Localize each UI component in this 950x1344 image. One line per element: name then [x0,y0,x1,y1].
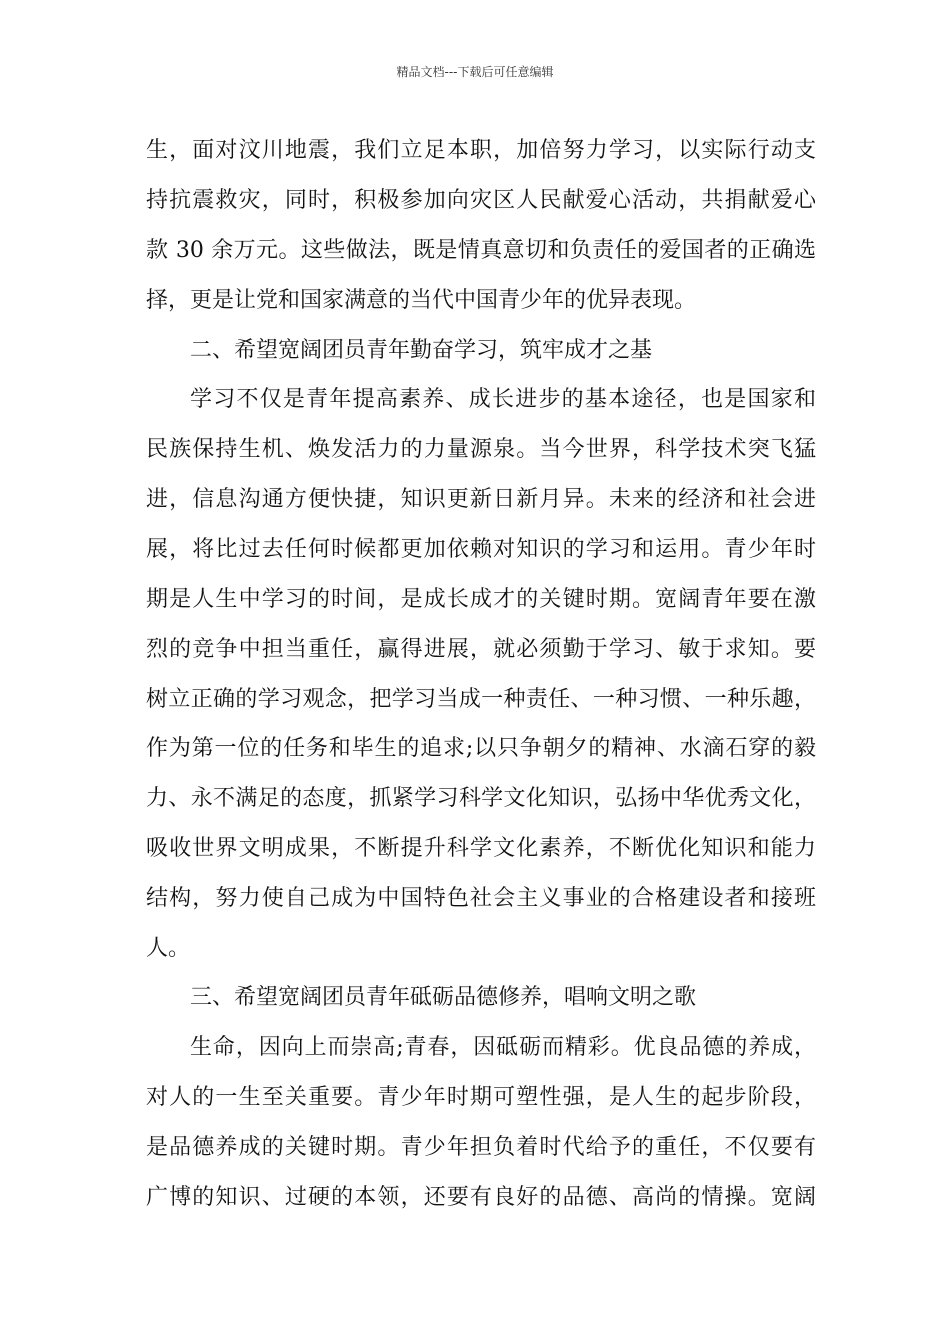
text-line: 树立正确的学习观念，把学习当成一种责任、一种习惯、一种乐趣， [146,687,816,712]
text-line: 生，面对汶川地震，我们立足本职，加倍努力学习，以实际行动支 [146,138,816,163]
text-line: 是品德养成的关键时期。青少年担负着时代给予的重任，不仅要有 [146,1135,816,1160]
text-line: 持抗震救灾，同时，积极参加向灾区人民献爱心活动，共捐献爱心 [146,188,816,213]
text-line: 民族保持生机、焕发活力的力量源泉。当今世界，科学技术突飞猛 [146,437,816,462]
section-heading: 三、希望宽阔团员青年砥砺品德修养，唱响文明之歌 [190,985,697,1010]
text-line: 烈的竞争中担当重任，赢得进展，就必须勤于学习、敏于求知。要 [146,637,816,662]
text-line: 广博的知识、过硬的本领，还要有良好的品德、高尚的情操。宽阔 [146,1185,816,1210]
text-line: 生命，因向上而崇高;青春，因砥砺而精彩。优良品德的养成， [190,1035,816,1060]
page-header: 精品文档---下载后可任意编辑 [396,65,554,79]
text-line: 学习不仅是青年提高素养、成长进步的基本途径，也是国家和 [190,387,816,412]
text-line: 对人的一生至关重要。青少年时期可塑性强，是人生的起步阶段， [146,1085,816,1110]
text-line: 人。 [146,936,191,961]
text-line: 进，信息沟通方便快捷，知识更新日新月异。未来的经济和社会进 [146,487,816,512]
section-heading: 二、希望宽阔团员青年勤奋学习，筑牢成才之基 [190,338,653,363]
text-line: 择，更是让党和国家满意的当代中国青少年的优异表现。 [146,288,697,313]
text-line: 力、永不满足的态度，抓紧学习科学文化知识，弘扬中华优秀文化， [146,786,816,811]
text-line: 款 30 余万元。这些做法，既是情真意切和负责任的爱国者的正确选 [146,238,816,263]
text-line: 期是人生中学习的时间，是成长成才的关键时期。宽阔青年要在激 [146,587,816,612]
text-line: 作为第一位的任务和毕生的追求;以只争朝夕的精神、水滴石穿的毅 [146,736,816,761]
text-line: 展，将比过去任何时候都更加依赖对知识的学习和运用。青少年时 [146,537,816,562]
text-line: 吸收世界文明成果，不断提升科学文化素养，不断优化知识和能力 [146,836,816,861]
text-line: 结构，努力使自己成为中国特色社会主义事业的合格建设者和接班 [146,886,816,911]
